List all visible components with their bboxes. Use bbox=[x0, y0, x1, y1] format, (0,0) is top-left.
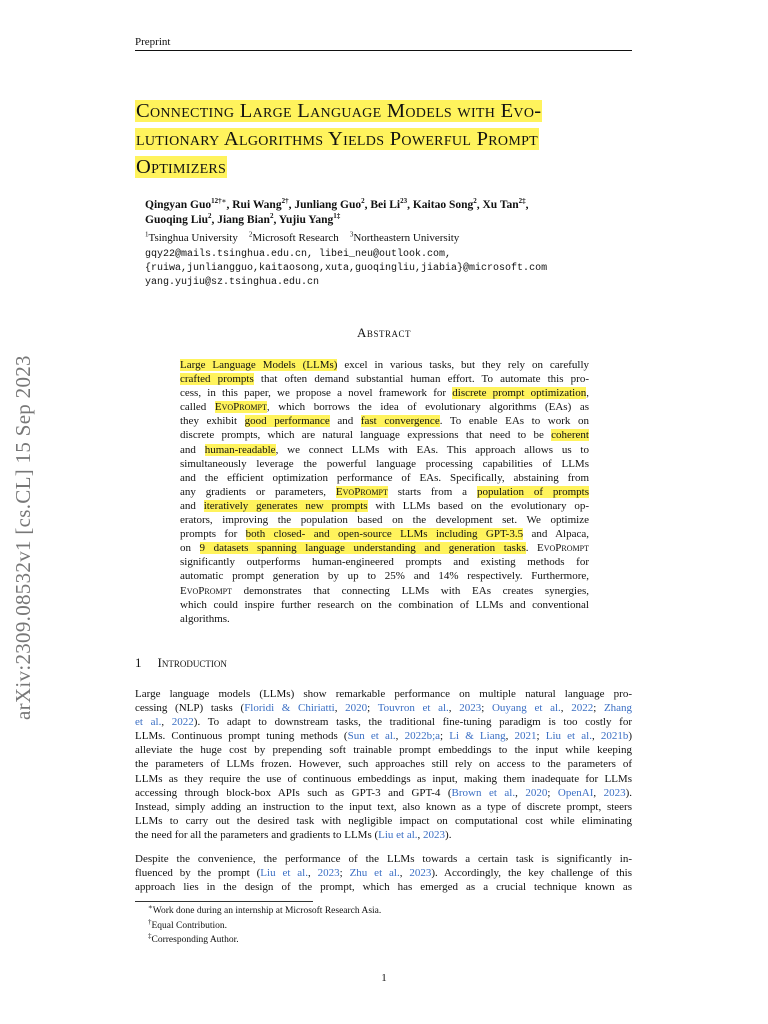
text: any gradients or parameters, bbox=[180, 485, 336, 498]
text: and bbox=[180, 499, 204, 512]
affiliation: Microsoft Research bbox=[252, 232, 339, 244]
footnote-text: Equal Contribution. bbox=[151, 920, 227, 931]
text: cess, in this paper, we propose a novel framework for bbox=[180, 387, 453, 400]
text: LLMs to carry out the desired task with negligible impact on computational cost while eliminating bbox=[135, 814, 632, 827]
text: accessing through block-box APIs such as GPT-3 and GPT-4 ( bbox=[135, 786, 452, 799]
citation-link[interactable]: Zhang bbox=[603, 702, 633, 715]
citation-link[interactable]: 2020 bbox=[345, 702, 368, 715]
citation-link[interactable]: 2023 bbox=[423, 828, 446, 841]
text: ; bbox=[593, 702, 604, 715]
text: Despite the convenience, the performance of the LLMs towards a certain task is significantly in- bbox=[135, 853, 632, 865]
citation-link[interactable]: 2023 bbox=[317, 867, 340, 880]
citation-link[interactable]: 2023 bbox=[459, 702, 482, 715]
intro-paragraph-2 bbox=[135, 852, 632, 894]
title-line-1: Connecting Large Language Models with Evo- bbox=[136, 100, 542, 122]
author-affil-mark: 2‡ bbox=[518, 197, 526, 206]
method-name: EvoPrompt bbox=[537, 542, 589, 555]
text: , bbox=[399, 867, 410, 880]
footnotes bbox=[148, 904, 381, 948]
text: , bbox=[334, 702, 346, 715]
text: ). bbox=[445, 828, 452, 841]
author-emails bbox=[145, 248, 547, 290]
author-affil-mark: 2 bbox=[269, 212, 274, 221]
text: ). To adapt to downstream tasks, the traditional fine-tuning paradigm is too costly for bbox=[193, 716, 632, 729]
author-name: Xu Tan bbox=[482, 199, 519, 211]
affil-mark: 2 bbox=[248, 230, 253, 239]
text: . To enable EAs to work on bbox=[439, 415, 589, 428]
citation-link[interactable]: 2022b;a bbox=[404, 730, 441, 743]
citation-link[interactable]: Zhu et al. bbox=[349, 867, 400, 880]
text: , bbox=[505, 730, 515, 743]
section-number: 1 bbox=[135, 655, 142, 670]
text: automatic prompt generation by up to 25% and 14% respectively. Furthermore, bbox=[180, 570, 589, 583]
highlight: coherent bbox=[551, 429, 589, 442]
footnote bbox=[148, 933, 381, 948]
citation-link[interactable]: Liu et al. bbox=[378, 828, 418, 841]
method-name: EvoPrompt bbox=[214, 401, 267, 414]
text: cessing (NLP) tasks ( bbox=[135, 702, 245, 715]
citation-link[interactable]: 2023 bbox=[409, 867, 432, 880]
running-header: Preprint bbox=[135, 36, 171, 48]
citation-link[interactable]: Ouyang et al. bbox=[491, 702, 561, 715]
footnote-text: Work done during an internship at Microsoft Research Asia. bbox=[152, 906, 382, 916]
footnote-mark: ‡ bbox=[148, 931, 152, 940]
author-affil-mark: 2 bbox=[473, 197, 477, 206]
title-line-2: lutionary Algorithms Yields Powerful Prompt bbox=[136, 128, 539, 150]
text: , bbox=[515, 786, 526, 799]
text: LLMs. Continuous prompt tuning methods ( bbox=[135, 730, 348, 743]
method-name: EvoPrompt bbox=[180, 584, 232, 597]
text: , bbox=[593, 786, 604, 799]
text: the parameters of LLMs frozen. However, such approaches still rely on access to the parameters of bbox=[135, 758, 632, 771]
text: ). Accordingly, the key challenge of this bbox=[431, 867, 633, 880]
text: prompts for bbox=[180, 528, 246, 541]
text: and Alpaca, bbox=[523, 528, 589, 541]
text: , bbox=[417, 828, 424, 841]
header-rule bbox=[135, 50, 632, 51]
text: discrete prompts, which are natural language expressions that need to be bbox=[180, 429, 552, 442]
text: ; bbox=[440, 730, 450, 743]
intro-paragraph-1 bbox=[135, 687, 632, 842]
text: on bbox=[180, 542, 200, 555]
text: they exhibit bbox=[180, 415, 245, 428]
author-affil-mark: 2 bbox=[207, 212, 212, 221]
citation-link[interactable]: Touvron et al. bbox=[377, 702, 449, 715]
citation-link[interactable]: Floridi & Chiriatti bbox=[244, 702, 335, 715]
text: ; bbox=[547, 786, 558, 799]
citation-link[interactable]: 2023 bbox=[603, 786, 626, 799]
author-affil-mark: 1‡ bbox=[333, 212, 341, 221]
text: , which borrows the idea of evolutionary algorithms (EAs) as bbox=[266, 401, 589, 414]
citation-link[interactable]: et al. bbox=[135, 716, 162, 729]
highlight: iteratively generates new prompts bbox=[203, 499, 368, 512]
text: the need for all the parameters and gradients to LLMs ( bbox=[135, 828, 379, 841]
author-name: Bei Li bbox=[370, 199, 401, 211]
arxiv-identifier: arXiv:2309.08532v1 [cs.CL] 15 Sep 2023 bbox=[11, 355, 35, 720]
author-affil-mark: 2 bbox=[361, 197, 365, 206]
title-line-3: Optimizers bbox=[136, 156, 227, 178]
highlight: fast convergence bbox=[360, 415, 440, 428]
email-line: {ruiwa,junliangguo,kaitaosong,xuta,guoqingliu,jiabia}@microsoft.com bbox=[145, 263, 548, 274]
text: and bbox=[329, 415, 361, 428]
author-name: Yujiu Yang bbox=[278, 214, 334, 226]
author-list: Qingyan Guo$^{12\dagger∗}$, Rui Wang$^{2\dagger}$, Junliang Guo$^2$, Bei Li$^{23}$, Kaitao Song$^2$, Xu Tan$^{2\ddagger}$, Guoqing Liu$^2$, Jiang Bian$^2$, Yujiu Yang$^{1\ddagger}$ bbox=[145, 197, 529, 226]
abstract-heading: Abstract bbox=[357, 325, 411, 340]
citation-link[interactable]: Liu et al. bbox=[545, 730, 592, 743]
author-name: Junliang Guo bbox=[294, 199, 362, 211]
citation-link[interactable]: Li & Liang bbox=[449, 730, 506, 743]
text: ; bbox=[367, 702, 378, 715]
citation-link[interactable]: Liu et al. bbox=[260, 867, 308, 880]
highlight: human-readable bbox=[204, 443, 276, 456]
affil-mark: 3 bbox=[349, 230, 354, 239]
citation-link[interactable]: 2021 bbox=[514, 730, 537, 743]
author-name: Guoqing Liu bbox=[145, 214, 208, 226]
text: , bbox=[448, 702, 460, 715]
text: excel in various tasks, but they rely on carefully bbox=[337, 359, 590, 371]
footnote bbox=[148, 919, 381, 934]
paper-title bbox=[135, 97, 640, 181]
highlight: 9 datasets spanning language understanding and generation tasks bbox=[199, 542, 526, 555]
page-number: 1 bbox=[381, 972, 387, 984]
text: with LLMs based on the evolutionary op- bbox=[367, 499, 589, 512]
section-title: Introduction bbox=[157, 655, 227, 670]
text: ; bbox=[339, 867, 350, 880]
highlight: discrete prompt optimization bbox=[452, 387, 587, 400]
footnote bbox=[148, 904, 381, 919]
citation-link[interactable]: Brown et al. bbox=[451, 786, 516, 799]
citation-link[interactable]: 2022 bbox=[571, 702, 594, 715]
author-name: Rui Wang bbox=[232, 199, 282, 211]
email-line: yang.yujiu@sz.tsinghua.edu.cn bbox=[145, 277, 320, 288]
text: algorithms. bbox=[180, 612, 230, 625]
text: ) bbox=[628, 730, 633, 743]
text: which could inspire further research on the combination of LLMs and conventional bbox=[180, 598, 589, 611]
text: fluenced by the prompt ( bbox=[135, 867, 261, 880]
abstract-body: Large Language Models (LLMs) excel in various tasks, but they rely on carefully crafted prompts that often demand substantial human effort. To automate this pro- cess, in this paper, we propose a novel framework for discrete prompt optimization, called EvoPrompt, which borrows the idea of evolutionary algorithms (EAs) as they exhibit good performance and fast convergence. To enable EAs to work on discrete prompts, which are natural language expressions that need to be coherent and human-readable, we connect LLMs with EAs. This approach allows us to simultaneously leverage the powerful language processing capabilities of LLMs and the efficient optimization performance of EAs. Specifically, abstaining from any gradients or parameters, EvoPrompt starts from a population of prompts and iteratively generates new prompts with LLMs based on the evolutionary op- erators, improving the population based on the development set. We optimize prompts for both closed- and open-source LLMs including GPT-3.5 and Alpaca, on 9 datasets spanning language understanding and generation tasks. EvoPrompt significantly outperforms human-engineered prompts and existing methods for automatic prompt generation by up to 25% and 14% respectively. Furthermore, EvoPrompt demonstrates that connecting LLMs with EAs creates synergies, which could inspire further research on the combination of LLMs and conventional algorithms. bbox=[180, 359, 590, 625]
footnote-mark: ∗ bbox=[148, 902, 153, 911]
author-name: Qingyan Guo bbox=[145, 199, 212, 211]
citation-link[interactable]: OpenAI bbox=[557, 786, 594, 799]
text: approach lies in the design of the prompt, which has emerged as a crucial technique known as bbox=[135, 881, 632, 894]
text: and the efficient optimization performance of EAs. Specifically, abstaining from bbox=[180, 471, 589, 484]
citation-link[interactable]: Sun et al. bbox=[347, 730, 396, 743]
highlight: crafted prompts bbox=[180, 373, 254, 386]
affiliations bbox=[145, 231, 459, 245]
text: called bbox=[180, 401, 215, 414]
highlight: good performance bbox=[244, 415, 330, 428]
affiliation: Northeastern University bbox=[353, 232, 460, 244]
author-affil-mark: 23 bbox=[400, 197, 408, 206]
text: , bbox=[591, 730, 601, 743]
text: starts from a bbox=[387, 485, 477, 498]
highlight: Large Language Models (LLMs) bbox=[180, 359, 338, 371]
text: ; bbox=[481, 702, 492, 715]
text: ). bbox=[625, 786, 633, 799]
text: . bbox=[525, 542, 538, 555]
citation-link[interactable]: 2020 bbox=[525, 786, 548, 799]
text: simultaneously leverage the powerful language processing capabilities of LLMs bbox=[180, 457, 589, 470]
email-line: gqy22@mails.tsinghua.edu.cn, libei_neu@outlook.com, bbox=[145, 249, 452, 260]
author-affil-mark: 2† bbox=[281, 197, 289, 206]
author-name: Kaitao Song bbox=[412, 199, 474, 211]
affiliation: Tsinghua University bbox=[148, 232, 238, 244]
footnote-text: Corresponding Author. bbox=[151, 935, 239, 945]
footnote-mark: † bbox=[148, 917, 152, 926]
footnote-rule bbox=[135, 901, 313, 902]
text: , we connect LLMs with EAs. This approach allows us to bbox=[275, 443, 589, 456]
text: that often demand substantial human effort. To automate this pro- bbox=[253, 373, 589, 386]
text: alleviate the huge cost by prepending soft trainable prompt embeddings to the input while keeping bbox=[135, 744, 632, 757]
author-affil-mark: 12†∗ bbox=[211, 197, 227, 206]
text: , bbox=[161, 716, 172, 729]
method-name: EvoPrompt bbox=[335, 485, 388, 498]
author-name: Jiang Bian bbox=[217, 214, 270, 226]
text: ; bbox=[536, 730, 546, 743]
text: , bbox=[395, 730, 405, 743]
text: significantly outperforms human-engineered prompts and existing methods for bbox=[180, 556, 589, 569]
affil-mark: 1 bbox=[145, 230, 149, 239]
citation-link[interactable]: 2021b bbox=[600, 730, 629, 743]
highlight: both closed- and open-source LLMs including GPT-3.5 bbox=[245, 528, 524, 541]
text: LLMs as they require the use of continuous embeddings as input, making them inadequate for LLMs bbox=[135, 772, 632, 785]
text: erators, improving the population based on the development set. We optimize bbox=[180, 514, 589, 527]
text: and bbox=[180, 443, 205, 456]
highlight: population of prompts bbox=[476, 485, 589, 498]
text: Instead, simply adding an instruction to the input text, also known as a type of discrete prompt, steers bbox=[135, 800, 632, 813]
text: demonstrates that connecting LLMs with EAs creates synergies, bbox=[231, 584, 589, 597]
text: Large language models (LLMs) show remarkable performance on multiple natural language pro- bbox=[135, 688, 632, 700]
text: , bbox=[307, 867, 318, 880]
citation-link[interactable]: 2022 bbox=[171, 716, 194, 729]
text: , bbox=[560, 702, 572, 715]
section-heading bbox=[135, 655, 227, 671]
